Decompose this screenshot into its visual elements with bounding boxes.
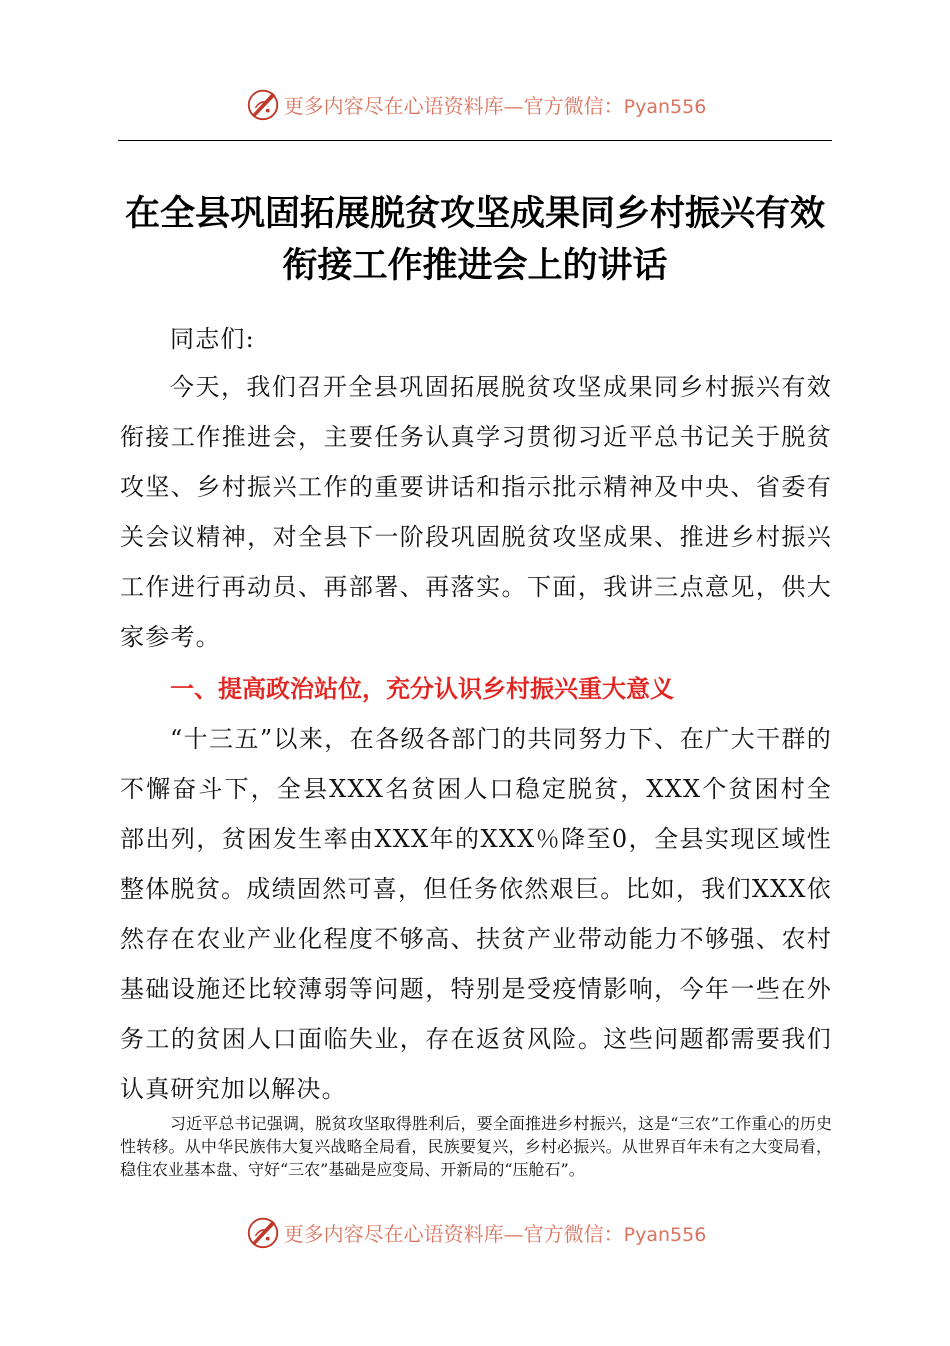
paragraph-quote: 习近平总书记强调，脱贫攻坚取得胜利后，要全面推进乡村振兴，这是“三农”工作重心的历史性转移。从中华民族伟大复兴战略全局看，民族要复兴，乡村必振兴。从世界百年未有之大变局看，稳住农业基本盘、守好“三农”基础是应变局、开新局的“压舱石”。	[120, 1114, 832, 1179]
watermark-text: 更多内容尽在心语资料库—官方微信：Pyan556	[283, 1221, 707, 1246]
paragraph-achievements: “十三五”以来，在各级各部门的共同努力下、在广大干群的不懈奋斗下，全县XXX名贫困人口稳定脱贫，XXX个贫困村全部出列，贫困发生率由XXX年的XXX％降至0，全县实现区域性整体脱贫。成绩固然可喜，但任务依然艰巨。比如，我们XXX依然存在农业产业化程度不够高、扶贫产业带动能力不够强、农村基础设施还比较薄弱等问题，特别是受疫情影响，今年一些在外务工的贫困人口面临失业，存在返贫风险。这些问题都需要我们认真研究加以解决。	[120, 725, 832, 1103]
greeting: 同志们:	[170, 325, 255, 353]
header-divider	[118, 140, 832, 141]
document-title: 在全县巩固拓展脱贫攻坚成果同乡村振兴有效衔接工作推进会上的讲话	[124, 193, 825, 286]
watermark-banner-top	[0, 84, 950, 124]
section-heading-1: 一、提高政治站位，充分认识乡村振兴重大意义	[170, 675, 674, 703]
quill-logo-icon	[244, 85, 282, 123]
watermark-banner-bottom	[0, 1212, 950, 1252]
paragraph-intro: 今天，我们召开全县巩固拓展脱贫攻坚成果同乡村振兴有效衔接工作推进会，主要任务认真学习贯彻习近平总书记关于脱贫攻坚、乡村振兴工作的重要讲话和指示批示精神及中央、省委有关会议精神，对全县下一阶段巩固脱贫攻坚成果、推进乡村振兴工作进行再动员、再部署、再落实。下面，我讲三点意见，供大家参考。	[120, 373, 832, 651]
watermark-text: 更多内容尽在心语资料库—官方微信：Pyan556	[283, 93, 707, 118]
quill-logo-icon	[244, 1213, 282, 1251]
